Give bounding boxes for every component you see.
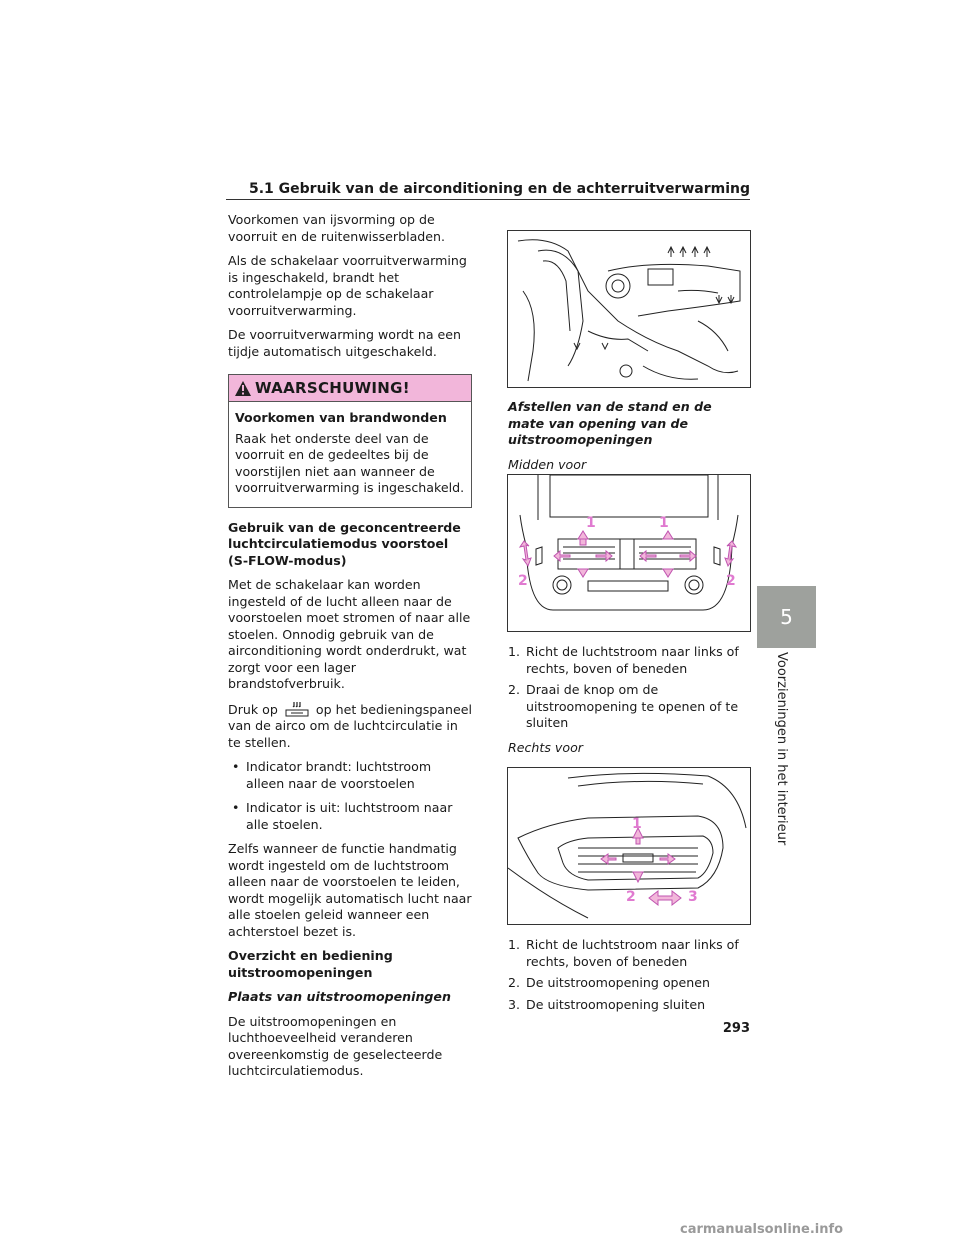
- list-number: 2.: [508, 682, 521, 697]
- section-heading: Overzicht en bediening uitstroomopeningen: [228, 948, 393, 980]
- list-item-text: Indicator is uit: luchtstroom naar alle stoelen.: [246, 800, 453, 832]
- list-item-text: Richt de luchtstroom naar links of rechts, boven of beneden: [526, 644, 739, 676]
- callout-label: 1: [659, 515, 669, 531]
- warning-body: [229, 402, 471, 507]
- right-vent-illustration: [507, 767, 751, 925]
- watermark: carmanualsonline.info: [680, 1222, 844, 1237]
- right-column-upper: [508, 399, 752, 481]
- list-item: [508, 644, 752, 677]
- warning-subtitle: Voorkomen van brandwonden: [235, 410, 447, 425]
- dashboard-drawing: [508, 231, 750, 387]
- paragraph: [228, 701, 472, 752]
- list-number: 3.: [508, 996, 521, 1012]
- chapter-tab: 5: [757, 586, 816, 648]
- list-item-text: De uitstroomopening sluiten: [526, 996, 706, 1012]
- callout-label: 2: [518, 573, 528, 589]
- right-column-list1: [508, 644, 752, 764]
- paragraph: Als de schakelaar voorruitverwarming is ingeschakeld, brandt het controlelampje op de schakelaar voorruitverwarming.: [228, 253, 467, 318]
- subsection-heading: Afstellen van de stand en de mate van opening van de uitstroomopeningen: [508, 399, 712, 447]
- callout-label: 2: [726, 573, 736, 589]
- list-item: • Indicator is uit: luchtstroom naar alle stoelen.: [232, 800, 453, 832]
- page-header: 5.1 Gebruik van de airconditioning en de achterruitverwarming: [248, 181, 750, 197]
- paragraph: Voorkomen van ijsvorming op de voorruit en de ruitenwisserbladen.: [228, 212, 446, 244]
- direction-arrows: [520, 531, 736, 577]
- header-rule: [226, 199, 750, 200]
- text-fragment: op het bedieningspaneel van de airco om de luchtcirculatie in te stellen.: [228, 701, 472, 750]
- warning-icon: [235, 381, 251, 396]
- list-item-text: Draai de knop om de uitstroomopening te openen of te sluiten: [526, 682, 739, 730]
- s-flow-icon: [282, 701, 312, 717]
- list-item: • Indicator brandt: luchtstroom alleen naar de voorstoelen: [232, 759, 432, 791]
- list-number: 1.: [508, 937, 521, 952]
- callout-label: 1: [632, 816, 642, 832]
- list-item-text: Richt de luchtstroom naar links of rechts, boven of beneden: [526, 937, 739, 969]
- direction-arrows: [601, 828, 681, 905]
- list-number: 1.: [508, 644, 521, 659]
- list-item: [508, 975, 752, 992]
- right-column-list2: [508, 937, 752, 1018]
- text-fragment: Druk op: [228, 701, 278, 717]
- list-item: [508, 682, 752, 732]
- list-item-text: De uitstroomopening openen: [526, 975, 711, 990]
- list-item-text: Indicator brandt: luchtstroom alleen naar de voorstoelen: [246, 759, 432, 791]
- paragraph: De uitstroomopeningen en luchthoeveelheid veranderen overeenkomstig de geselecteerde luchtcirculatiemodus.: [228, 1013, 443, 1078]
- callout-label: 1: [586, 515, 596, 531]
- list-number: 2.: [508, 975, 521, 990]
- list-item: [508, 937, 752, 970]
- chapter-tab-label: Voorzieningen in het interieur: [774, 652, 789, 846]
- warning-title: WAARSCHUWING!: [255, 378, 410, 397]
- paragraph: De voorruitverwarming wordt na een tijdje automatisch uitgeschakeld.: [228, 327, 462, 359]
- center-vents-illustration: [507, 474, 751, 632]
- subsection-heading: Plaats van uitstroomopeningen: [228, 989, 451, 1004]
- list-item: [508, 997, 752, 1014]
- paragraph: Met de schakelaar kan worden ingesteld of de lucht alleen naar de voorstoelen moet stromen of naar alle stoelen. Onnodig gebruik van de airconditioning wordt onderdrukt, wat zorgt voor een lager brandstofverbruik.: [228, 577, 471, 691]
- figure-caption: Midden voor: [508, 456, 587, 472]
- paragraph: Zelfs wanneer de functie handmatig wordt ingesteld om de luchtstroom alleen naar de voorstoelen te leiden, wordt mogelijk automatisch lucht naar alle stoelen geleid wanneer een achterstoel bezet is.: [228, 841, 472, 939]
- warning-text: Raak het onderste deel van de voorruit en de gedeeltes bij de voorstijlen niet aan wanneer de voorruitverwarming is ingeschakeld.: [235, 430, 465, 495]
- callout-label: 3: [688, 889, 698, 905]
- section-heading: Gebruik van de geconcentreerde luchtcirculatiemodus voorstoel (S-FLOW-modus): [228, 519, 461, 568]
- warning-box: [228, 374, 472, 508]
- airflow-arrows: [574, 247, 734, 349]
- center-vents-drawing: [508, 475, 750, 631]
- dashboard-illustration: [507, 230, 751, 388]
- figure-caption: Rechts voor: [508, 739, 583, 755]
- callout-label: 2: [626, 889, 636, 905]
- page-number: 293: [722, 1021, 750, 1036]
- right-vent-drawing: [508, 768, 750, 924]
- warning-header: [229, 375, 471, 402]
- left-column: [228, 212, 472, 1088]
